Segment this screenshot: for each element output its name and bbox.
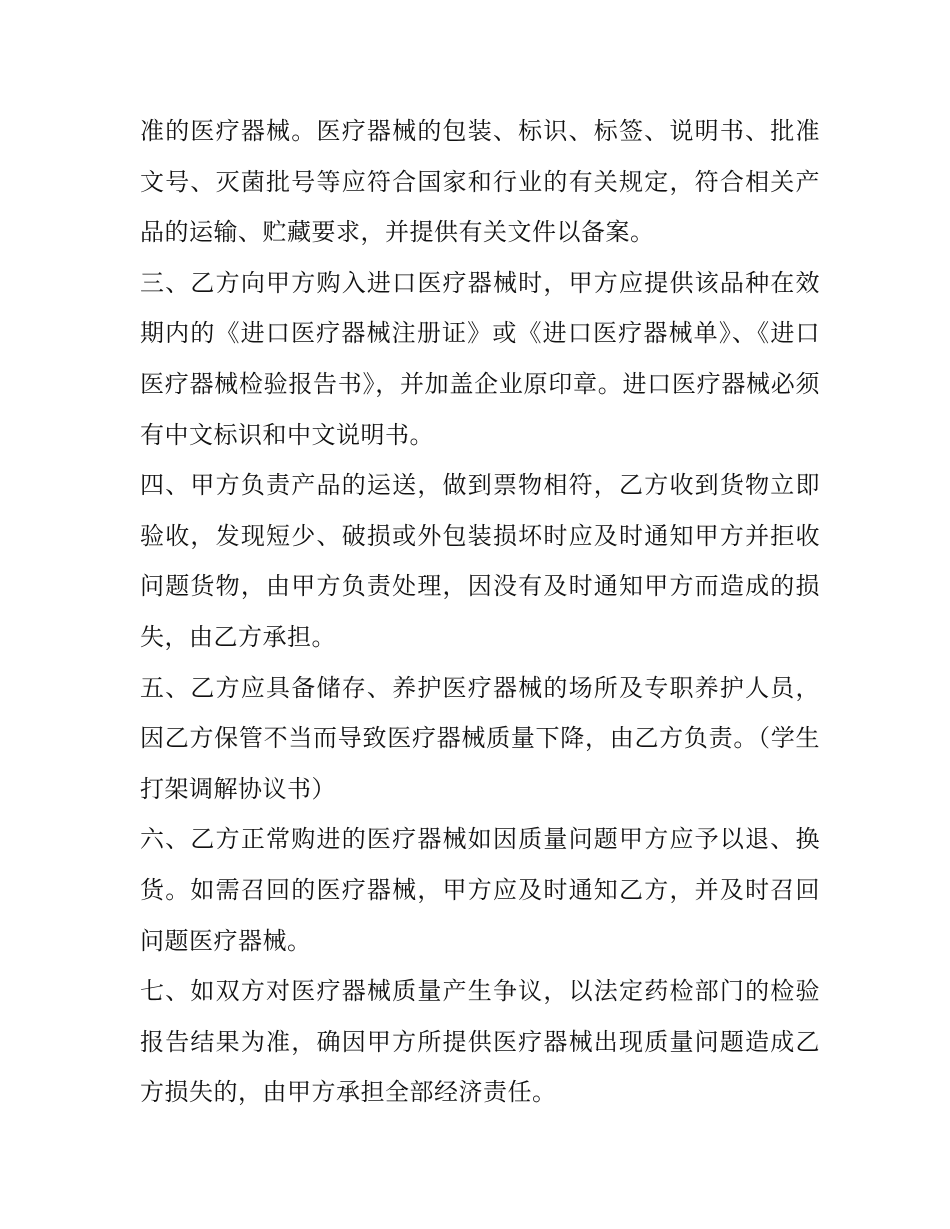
paragraph-clause-4: 四、甲方负责产品的运送，做到票物相符，乙方收到货物立即验收，发现短少、破损或外包装损坏时应及时通知甲方并拒收问题货物，由甲方负责处理，因没有及时通知甲方而造成的损失，由乙方承担。 [140,471,820,651]
paragraph-continuation: 准的医疗器械。医疗器械的包装、标识、标签、说明书、批准文号、灭菌批号等应符合国家和行业的有关规定，符合相关产品的运输、贮藏要求，并提供有关文件以备案。 [140,117,820,247]
paragraph-clause-6: 六、乙方正常购进的医疗器械如因质量问题甲方应予以退、换货。如需召回的医疗器械，甲方应及时通知乙方，并及时召回问题医疗器械。 [140,825,820,955]
paragraph-clause-7: 七、如双方对医疗器械质量产生争议，以法定药检部门的检验报告结果为准，确因甲方所提供医疗器械出现质量问题造成乙方损失的，由甲方承担全部经济责任。 [140,977,820,1107]
document-body [140,106,820,1118]
paragraph-clause-3: 三、乙方向甲方购入进口医疗器械时，甲方应提供该品种在效期内的《进口医疗器械注册证》或《进口医疗器械单》、《进口医疗器械检验报告书》，并加盖企业原印章。进口医疗器械必须有中文标识和中文说明书。 [140,268,820,449]
paragraph-clause-5: 五、乙方应具备储存、养护医疗器械的场所及专职养护人员，因乙方保管不当而导致医疗器械质量下降，由乙方负责。（学生打架调解协议书） [140,673,820,803]
